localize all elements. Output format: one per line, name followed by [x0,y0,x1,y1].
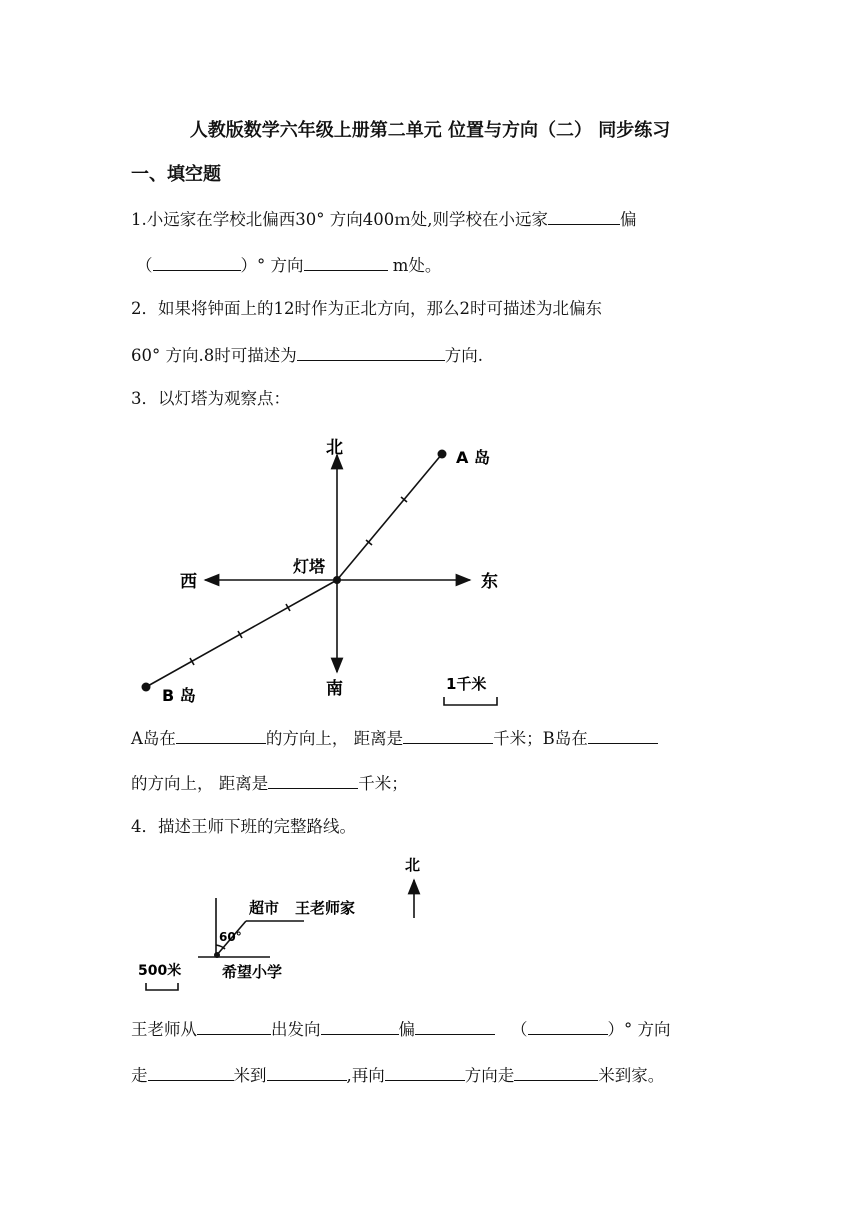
lighthouse-dot [333,576,341,584]
east-label: 东 [481,572,498,592]
answer-blank[interactable] [415,1016,495,1035]
school-label: 希望小学 [222,963,283,981]
answer-blank[interactable] [176,725,266,744]
q4-prompt: 4．描述王师下班的完整路线。 [131,817,356,836]
north-label-small: 北 [405,856,421,874]
island-b-label: B 岛 [162,686,196,705]
q3-text: 千米； [358,774,408,793]
q1-paren-open: （ [136,256,153,275]
q4-text: 出发向 [271,1020,321,1039]
line-to-a [337,454,442,580]
answer-blank[interactable] [268,770,358,789]
island-a-label: A 岛 [456,448,490,467]
q1-text: 1.小远家在学校北偏西30° 方向400ｍ处,则学校在小远家 [131,210,548,229]
q1-text-end: 偏 [619,210,637,229]
q3-text: 的方向上， 距离是 [265,729,404,748]
q3-prompt: 3．以灯塔为观察点： [131,389,290,408]
q4-answer-line1 [131,1016,671,1042]
q4-text: 米到家。 [598,1066,665,1085]
q4-text: 方向走 [464,1066,515,1085]
line-to-b [146,580,337,687]
q4-text: ,再向 [346,1066,385,1085]
q1-text-tail: m处。 [387,256,442,275]
school-dot [214,952,220,958]
west-label: 西 [180,572,197,592]
q3-text: A岛在 [131,729,176,748]
q2-text-start: 60° 方向.8时可描述为 [131,346,297,365]
supermarket-label: 超市 [249,899,280,917]
q3-text: 的方向上， 距离是 [131,774,269,793]
island-b-dot [142,683,151,692]
answer-blank[interactable] [197,1016,271,1035]
q4-text: 走 [131,1066,148,1085]
scale-bar-small [146,983,178,990]
answer-blank[interactable] [528,1016,608,1035]
answer-blank[interactable] [267,1062,347,1081]
q3-answer-line1 [131,725,658,751]
scale-label: 1千米 [446,675,487,693]
scale-bar [444,697,497,705]
answer-blank[interactable] [148,1062,234,1081]
home-label: 王老师家 [295,899,356,917]
angle-arc [216,945,225,949]
q4-text: 偏 [398,1020,415,1039]
q4-text: ）° 方向 [607,1020,671,1039]
answer-blank[interactable] [385,1062,465,1081]
answer-blank[interactable] [514,1062,598,1081]
south-label: 南 [326,679,343,699]
q4-text: 米到 [233,1066,267,1085]
answer-blank[interactable] [588,725,658,744]
island-a-dot [438,450,447,459]
angle-label: 60° [219,930,242,944]
q2-text-end: 方向. [444,346,483,365]
answer-blank[interactable] [321,1016,399,1035]
page-title: 人教版数学六年级上册第二单元 位置与方向（二） 同步练习 [189,120,671,141]
scale-label-small: 500米 [138,963,182,979]
q2-line1: 2．如果将钟面上的12时作为正北方向，那么2时可描述为北偏东 [131,299,602,318]
section-heading: 一、填空题 [131,164,221,185]
answer-blank[interactable] [403,725,493,744]
lighthouse-label: 灯塔 [293,557,326,576]
lighthouse-diagram [146,454,497,705]
q3-answer-line2 [131,770,408,796]
north-label: 北 [326,438,343,458]
q4-answer-line2 [131,1062,664,1088]
q4-text: 王老师从 [131,1020,197,1039]
q3-text: 千米；B岛在 [493,729,588,748]
q4-text: （ [511,1020,528,1039]
q1-text-mid: ）° 方向 [240,256,304,275]
